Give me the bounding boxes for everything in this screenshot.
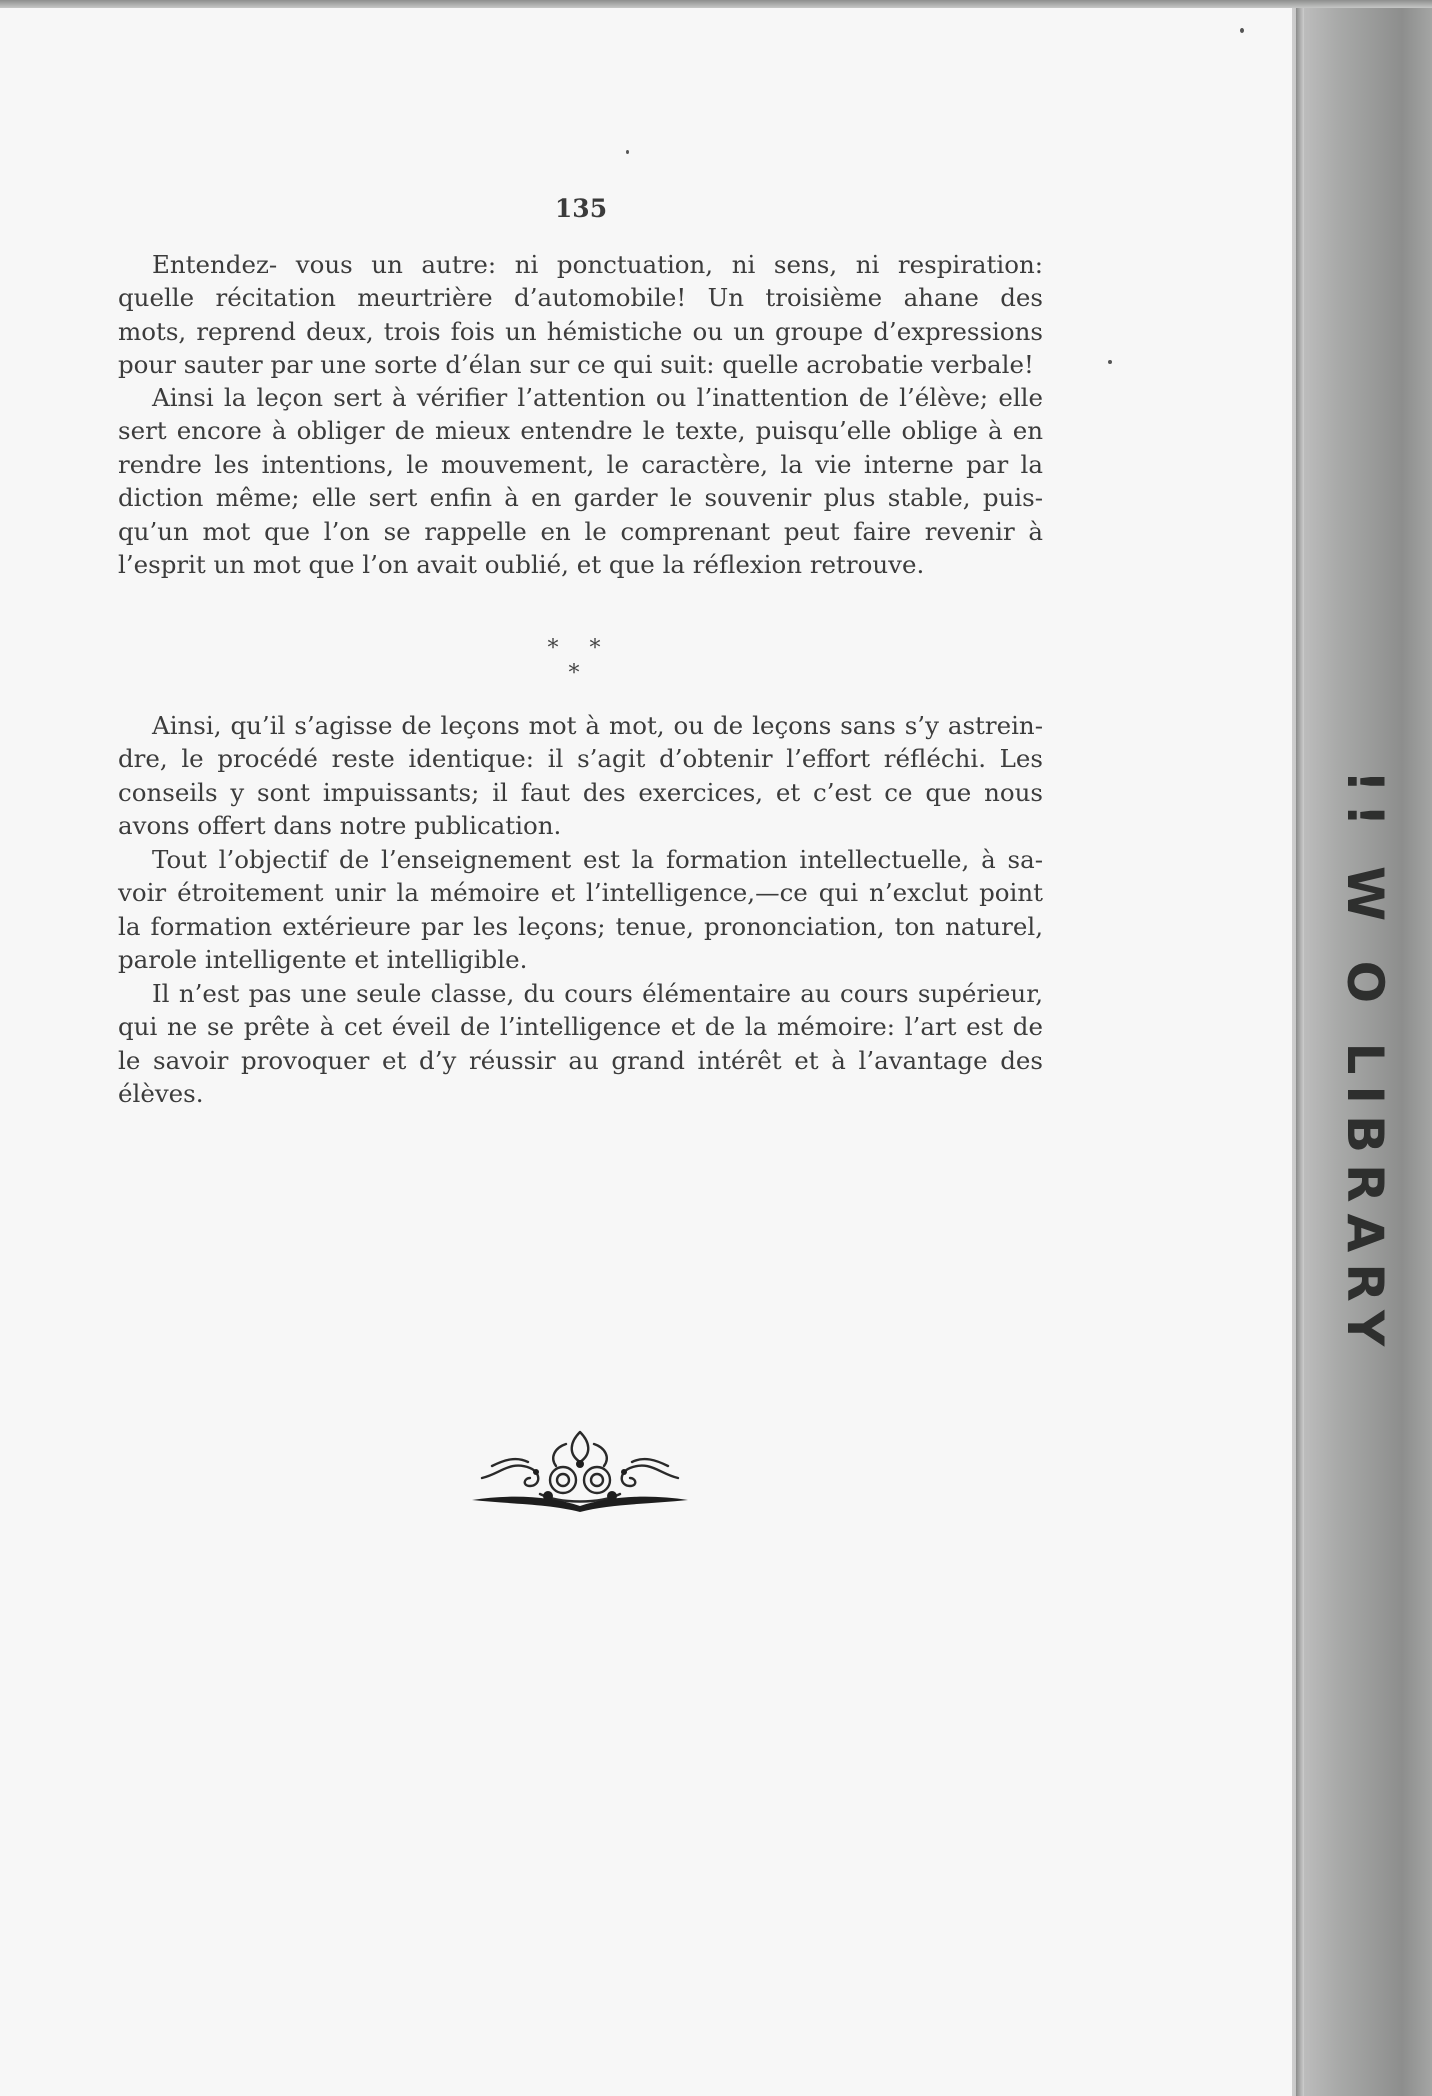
text-line: conseils y sont impuissants; il faut des exercices, et c’est ce que nous [118, 777, 1043, 807]
library-stamp-text: !! W O LIBRARY [1336, 770, 1394, 1358]
page-gutter-shadow [1296, 8, 1304, 2096]
paragraph-objectif [118, 843, 1043, 977]
text-line: la formation extérieure par les leçons; tenue, prononciation, ton naturel, [118, 911, 1043, 941]
text-line: qui ne se prête à cet éveil de l’intelligence et de la mémoire: l’art est de [118, 1012, 1043, 1042]
text-line: dre, le procédé reste identique: il s’agit d’obtenir l’effort réfléchi. Les [118, 744, 1043, 774]
paragraph-lecon [118, 381, 1043, 581]
text-line: parole intelligente et intelligible. [118, 945, 528, 975]
text-line: Entendez- vous un autre: ni ponctuation, ni sens, ni respiration: [152, 250, 1043, 279]
scan-speck [1240, 28, 1244, 33]
text-line: voir étroitement unir la mémoire et l’intelligence,—ce qui n’exclut point [118, 878, 1043, 908]
text-line: Ainsi la leçon sert à vérifier l’attention ou l’inattention de l’élève; elle [152, 383, 1043, 412]
text-line: rendre les intentions, le mouvement, le caractère, la vie interne par la [118, 449, 1043, 479]
section-asterism: * * * [547, 636, 613, 686]
text-line: l’esprit un mot que l’on avait oublié, et que la réflexion retrouve. [118, 550, 925, 580]
text-line: quelle récitation meurtrière d’automobile! Un troisième ahane des [118, 283, 1043, 313]
text-line: Il n’est pas une seule classe, du cours élémentaire au cours supérieur, [152, 979, 1043, 1008]
text-line: mots, reprend deux, trois fois un hémistiche ou un groupe d’expressions [118, 316, 1043, 346]
library-spine-stamp [1330, 770, 1400, 1358]
scan-speck [1108, 360, 1112, 364]
text-line: le savoir provoquer et d’y réussir au grand intérêt et à l’avantage des [118, 1045, 1043, 1075]
text-line: pour sauter par une sorte d’élan sur ce qui suit: quelle acrobatie verbale! [118, 350, 1034, 380]
text-line: diction même; elle sert enfin à en garder le souvenir plus stable, puis- [118, 483, 1043, 513]
paragraph-classe [118, 977, 1043, 1111]
text-line: sert encore à obliger de mieux entendre le texte, puisqu’elle oblige à en [118, 416, 1043, 446]
text-line: qu’un mot que l’on se rappelle en le comprenant peut faire revenir à [118, 516, 1043, 546]
text-line: élèves. [118, 1079, 204, 1109]
ornament-vignette-icon [470, 1424, 690, 1516]
paragraph-recitation [118, 248, 1043, 382]
text-line: Ainsi, qu’il s’agisse de leçons mot à mot, ou de leçons sans s’y astrein- [152, 711, 1043, 740]
text-line: Tout l’objectif de l’enseignement est la formation intellectuelle, à sa- [152, 845, 1043, 874]
text-line: avons offert dans notre publication. [118, 811, 562, 841]
paragraph-procede [118, 709, 1043, 843]
scan-speck [626, 150, 629, 154]
page-number: 135 [554, 194, 608, 223]
